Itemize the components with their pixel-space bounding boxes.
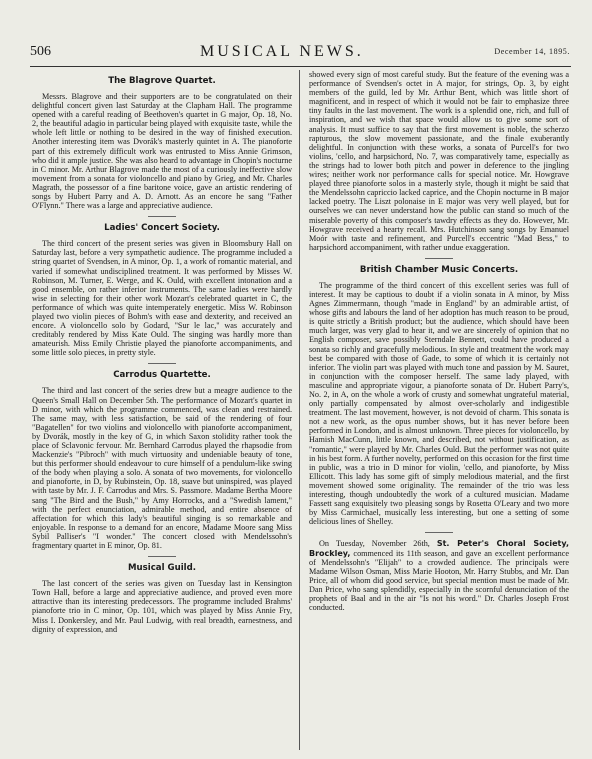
article-ladies-concert-society: [32, 223, 292, 357]
article-heading: British Chamber Music Concerts.: [359, 264, 519, 275]
article-body: The last concert of the series was given on Tuesday last in Kensington Town Hall, before a large and appreciative audience, and proved even more attractive than its interesting predecessors. The programme included Brahms' pianoforte trio in C minor, Op. 101, which was played by Miss Annie Fry, Miss I. Donkersley, and Mr. Paul Ludwig, with real breadth, earnestness, and dignity of expression, and: [32, 579, 292, 634]
article-heading: Musical Guild.: [127, 563, 197, 574]
article-musical-guild-continued: [309, 70, 569, 252]
article-lead-text: On Tuesday, November 26th,: [319, 539, 437, 549]
article-heading: Carrodus Quartette.: [113, 370, 211, 381]
article-body: commenced its 11th season, and gave an excellent performance of Mendelssohn's "Elijah" to a crowded audience. The principals were Madame Wilson Osman, Miss Marie Hooton, Mr. Harry Stubbs, and Mr. Dan Price, all of whom did good service, but special mention must be made of Mr. Dan Price, who sang splendidly, especially in the scornful denunciation of the prophets of Baal and in the air "Is not his word." Dr. Charles Joseph Frost conducted.: [309, 548, 569, 613]
article-body: The third concert of the present series was given in Bloomsbury Hall on Saturday last, before a very sympathetic audience. The programme included a string quartet of Svendsen, in A minor, Op. 1, a work of romantic material, and varied if somewhat undisciplined treatment. It was performed by Misses W. Robinson, M. Turner, E. Werge, and K. Ould, with excellent intonation and a good ensemble, on rather inferior instruments. The same ladies were hardly wise in selecting for their other work Mozart's celebrated quartet in C, the performance of which was quite intemperately energetic. Miss W. Robinson played two violin pieces of Bohm's with ease and dexterity, and received an encore. A violoncello solo by Godard, "Sur le lac," was accurately and creditably rendered by Miss Kate Ould. The singing was hardly more than amateurish. Miss Emily Christie played the pianoforte accompaniments, and some little solo pieces, in pretty style.: [32, 239, 292, 358]
header-rule: [30, 66, 571, 67]
column-divider: [299, 70, 300, 750]
article-heading: Ladies' Concert Society.: [104, 223, 220, 234]
inline-heading: St. Peter's Choral Society, Brockley,: [309, 539, 569, 558]
section-separator: [425, 258, 453, 259]
article-body: showed every sign of most careful study. But the feature of the evening was a performance of Svendsen's octet in A major, for strings, Op. 3, by eight members of the guild, led by Mr. Arthur Bent, which was little short of magnificent, and in respect of which it would not be fair to emphasize three tiny faults in the last movement. The work is a splendid one, rich, and full of inspiration, and we wish that space would allow us to give some sort of analysis. It must suffice to say that the first movement is noble, the scherzo rapturous, the slow movement passionate, and the finale exuberantly delightful. In conjunction with these works, a sonata of Purcell's for two violins, 'cello, and harpsichord, No. 7, was comparatively tame, especially as the strings had to lower both pitch and power in deference to the jingling wires; neither work nor performance calls for special notice. Mr. Howgrave played three pianoforte solos in a masterly style, though it might be said that the Mendelssohn capriccio lacked caprice, and the Chopin nocturne in B major lacked poetry. The Liszt polonaise in E major was very well played, but for ourselves we can never understand how the public can stand so much of the miserable poverty of this composer's tawdry effects as they do. However, Mr. Howgrave received a hearty recall. Mrs. Hutchinson sang songs by Emanuel Moór with taste and refinement, and Purcell's eccentric "Mad Bess," to harpsichord accompaniment, with rather undue exaggeration.: [309, 70, 569, 252]
article-blagrove-quartet: [32, 70, 292, 210]
article-st-peters-choral: [309, 539, 569, 612]
section-separator: [148, 216, 176, 217]
article-body: The third and last concert of the series drew but a meagre audience to the Queen's Small Hall on December 5th. The performance of Mozart's quartet in D minor, with which the programme commenced, was clean and restrained. The same may, with less satisfaction, be said of the rendering of four "Bagatellen" for two violins and violoncello with pianoforte accompaniment, by Dvorák, mostly in the key of G, in which Saxon stolidity rather took the place of Sclavonic fervour. Mr. Bernhard Carrodus played the rhapsodie from Mackenzie's "Pibroch" with much virtuosity and undeniable beauty of tone, but this performer should endeavour to cure himself of a pendulum-like swing of the body when playing a solo. A sonata of two movements, for violoncello and pianoforte, in D, by Rubinstein, Op. 18, suave but uninspired, was played with taste by Mr. J. F. Carrodus and Mrs. S. Passmore. Madame Bertha Moore sang "The Bird and the Bush," by Amy Horrocks, and a "Swedish lament," with the perfect enunciation, admirable method, and entire absence of affectation for which this lady's beautiful singing is so remarkable and enjoyable. In response to a demand for an encore, Madame Moore sang Miss Sybil Palliser's "I wonder." The concert closed with Mendelssohn's fragmentary quartet in E minor, Op. 81.: [32, 386, 292, 551]
article-body: The programme of the third concert of this excellent series was full of interest. It may be captious to doubt if a violin sonata in A minor, by Miss Agnes Zimmermann, though "made in England" by an admirable artist, of whose gifts and labours the land of her adoption has much reason to be proud, is quite strictly a British product; but the audience, which should have been much larger, was very glad to hear it, and we are sincerely of opinion that no English composer, save possibly Sterndale Bennett, could have produced a sonata so richly and gracefully melodious. In style and treatment the work may best be compared with those of Gade, to some of which it is certainly not inferior. The violin part was played with much tone and passion by M. Sauret, in conjunction with the composer herself. The same lady played, with masculine and appropriate vigour, a pianoforte sonata of Dr. Hubert Parry's, No. 2, in A, on the whole a work of crusty and somewhat ungrateful material, only partially compensated by almost over-scholarly and indigestible treatment. The last movement, however, is not devoid of charm. This sonata is not a new work, as the opus number shows, but it has never before been performed in London, and is almost unknown. Three pieces for violoncello, by Hamish MacCunn, little known, and described, not without justification, as "romantic," were played by Mr. Charles Ould. But the performer was not quite in his best form. A further novelty, performed on this occasion for the first time in public, was a trio in D minor for violin, 'cello, and pianoforte, by Miss Ellicott. This lady has some gift of simply melodious material, and the first movement showed some originality. The remainder of the trio was less interesting, though undoubtedly the work of a cultured musician. Madame Fassett sang exquisitely two pleasing songs by Rosetta O'Leary and two more by Miss Carmichael, musically less interesting, but one a setting of some delicious lines of Shelley.: [309, 280, 569, 527]
page-number: 506: [30, 44, 51, 59]
article-carrodus-quartette: [32, 370, 292, 550]
article-body-with-inline-heading: [309, 539, 569, 612]
right-column: [309, 70, 569, 752]
article-body: Messrs. Blagrove and their supporters are to be congratulated on their delightful concert given last Saturday at the Clapham Hall. The programme opened with a careful reading of Beethoven's quartet in G major, Op. 18, No. 2, the beautiful adagio in particular being played with exquisite taste, while the whole left little or nothing to be desired in the way of finished execution. Another interesting item was Dvorák's masterly quintet in A. The pianoforte part of this extremely difficult work was entrusted to Miss Annie Grimson, who did it ample justice. She was also heard to advantage in Chopin's nocturne in C minor. Mr. Arthur Blagrove made the most of a curiously ineffective slow movement from a sonata for violoncello and piano by Grieg, and Mr. Charles Magrath, the possessor of a fine baritone voice, gave an artistic rendering of songs by Hubert Parry and A. D. Arnott. As an encore he sang "Father O'Flynn." There was a large and appreciative audience.: [32, 92, 292, 211]
section-separator: [148, 556, 176, 557]
page-header: [30, 40, 570, 62]
article-heading: The Blagrove Quartet.: [108, 76, 216, 86]
publication-title: MUSICAL NEWS.: [200, 43, 364, 60]
article-british-chamber-music: [309, 265, 569, 527]
section-separator: [148, 363, 176, 364]
issue-date: December 14, 1895.: [494, 47, 570, 56]
section-separator: [425, 532, 453, 533]
article-musical-guild: [32, 563, 292, 634]
left-column: [32, 70, 292, 752]
